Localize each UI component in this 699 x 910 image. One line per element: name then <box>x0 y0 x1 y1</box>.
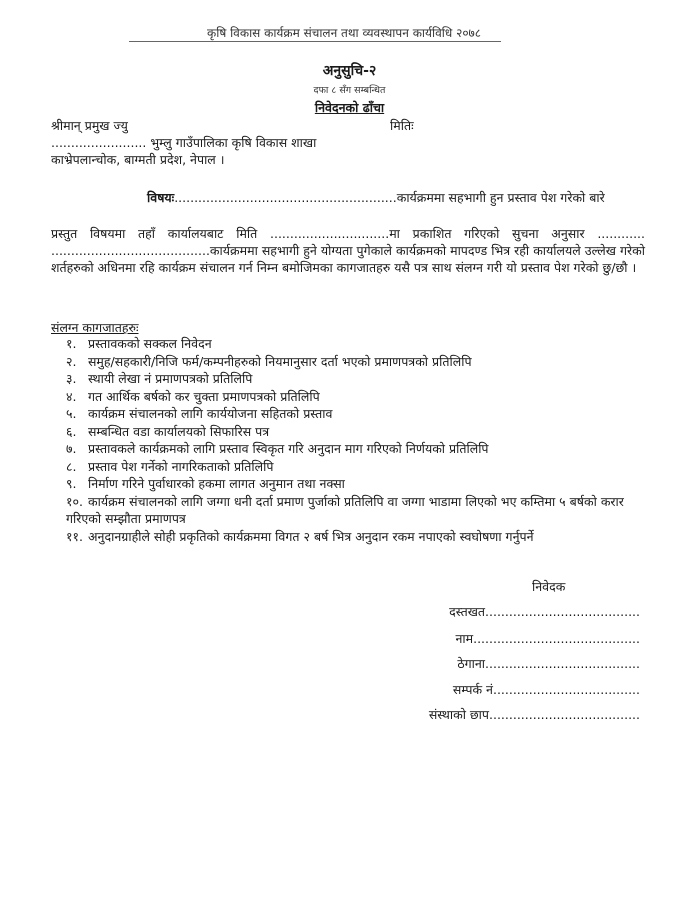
list-item-text: स्थायी लेखा नं प्रमाणपत्रको प्रतिलिपि <box>87 371 253 386</box>
document-header-title: कृषि विकास कार्यक्रम संचालन तथा व्यवस्थापन कार्यविधि २०७८ <box>207 26 482 40</box>
list-item <box>66 388 656 406</box>
list-item <box>66 423 656 441</box>
address-line-office: ........................ भुम्लु गाउँपालिका कृषि विकास शाखा <box>51 135 317 150</box>
list-item-text: अनुदानग्राहीले सोही प्रकृतिको कार्यक्रममा विगत २ बर्ष भित्र अनुदान रकम नपाएको स्वघोषणा गर्नुपर्ने <box>87 528 534 544</box>
list-item-number: २. <box>66 353 77 369</box>
organization-stamp-field: संस्थाको छाप...................................... <box>428 707 640 722</box>
list-item-text: निर्माण गरिने पुर्वाधारको हकमा लागत अनुमान तथा नक्सा <box>87 476 345 491</box>
list-item-text: सम्बन्धित वडा कार्यालयको सिफारिस पत्र <box>87 423 270 439</box>
list-item-number: १०. <box>66 493 83 509</box>
annex-title: अनुसुचि-२ <box>322 63 377 79</box>
list-item-number: १. <box>66 336 77 351</box>
list-item <box>66 405 656 423</box>
signature-field: दस्तखत....................................... <box>449 604 640 619</box>
list-item-text: कार्यक्रम संचालनको लागि जग्गा धनी दर्ता प्रमाण पुर्जाको प्रतिलिपि वा जग्गा भाडामा लिएको भए कम्तिमा ५ बर्षको करार गरिएको सम्झौता प्रमाणपत्र <box>66 493 624 526</box>
list-item-number: ७. <box>66 441 77 456</box>
list-item-number: ६. <box>66 423 77 439</box>
list-item <box>66 493 656 528</box>
list-item <box>66 458 656 476</box>
subject-line <box>147 189 605 206</box>
list-item-number: ११. <box>66 528 83 544</box>
list-item <box>66 370 656 388</box>
list-item-text: कार्यक्रम संचालनको लागि कार्ययोजना सहितको प्रस्ताव <box>87 406 333 421</box>
list-item-number: ८. <box>66 458 77 474</box>
list-item <box>66 335 656 353</box>
list-item <box>66 440 656 458</box>
address-field: ठेगाना....................................... <box>457 656 640 671</box>
list-item-number: ३. <box>66 371 77 386</box>
annex-subtitle: दफा ८ सँग सम्बन्धित <box>313 85 386 96</box>
body-paragraph <box>51 225 645 276</box>
list-item <box>66 353 656 371</box>
list-item-text: प्रस्ताव पेश गर्नेको नागरिकताको प्रतिलिपि <box>87 458 274 474</box>
address-line-location: काभ्रेपलान्चोक, बाग्मती प्रदेश, नेपाल । <box>51 152 225 167</box>
name-field: नाम.......................................... <box>455 631 640 646</box>
list-item <box>66 528 656 546</box>
attachments-list <box>66 335 656 545</box>
list-item-text: प्रस्तावकको सक्कल निवेदन <box>87 336 212 351</box>
contact-number-field: सम्पर्क नं..................................... <box>452 682 640 697</box>
subject-text: ........................................................कार्यक्रममा सहभागी हुन प्रस्ताव पेश गरेको बारे <box>174 190 605 205</box>
list-item-number: ५. <box>66 406 77 421</box>
date-label: मितिः <box>390 118 414 133</box>
list-item-text: गत आर्थिक बर्षको कर चुक्ता प्रमाणपत्रको प्रतिलिपि <box>87 388 320 404</box>
list-item-number: ९. <box>66 476 77 491</box>
salutation: श्रीमान् प्रमुख ज्यु <box>51 118 128 133</box>
attachments-heading: संलग्न कागजातहरुः <box>51 320 139 335</box>
subject-label: विषयः <box>147 190 175 205</box>
list-item-number: ४. <box>66 388 77 404</box>
header-divider <box>129 41 501 42</box>
list-item-text: प्रस्तावकले कार्यक्रमको लागि प्रस्ताव स्विकृत गरि अनुदान माग गरिएको निर्णयको प्रतिलिपि <box>87 441 489 456</box>
list-item <box>66 475 656 493</box>
body-paragraph-text: प्रस्तुत विषयमा तहाँ कार्यालयबाट मिति ..............................मा प्रकाशित गरिएको सुचना अनुसार ............ ........................................कार्यक्रममा सहभागी हुने योग्यता पुगेकाले कार्यक्रमको मापदण्ड भित्र रही कार्यालयले उल्लेख गरेको शर्तहरुको अधिनमा रहि कार्यक्रम संचालन गर्न निम्न बमोजिमका कागजातहरु यसै पत्र साथ संलग्न गरी यो प्रस्ताव पेश गरेको छु/छौ । <box>51 226 645 275</box>
form-title: निवेदनको ढाँचा <box>314 100 385 115</box>
signature-heading: निवेदक <box>532 579 566 594</box>
list-item-text: समुह/सहकारी/निजि फर्म/कम्पनीहरुको नियमानुसार दर्ता भएको प्रमाणपत्रको प्रतिलिपि <box>87 353 472 369</box>
